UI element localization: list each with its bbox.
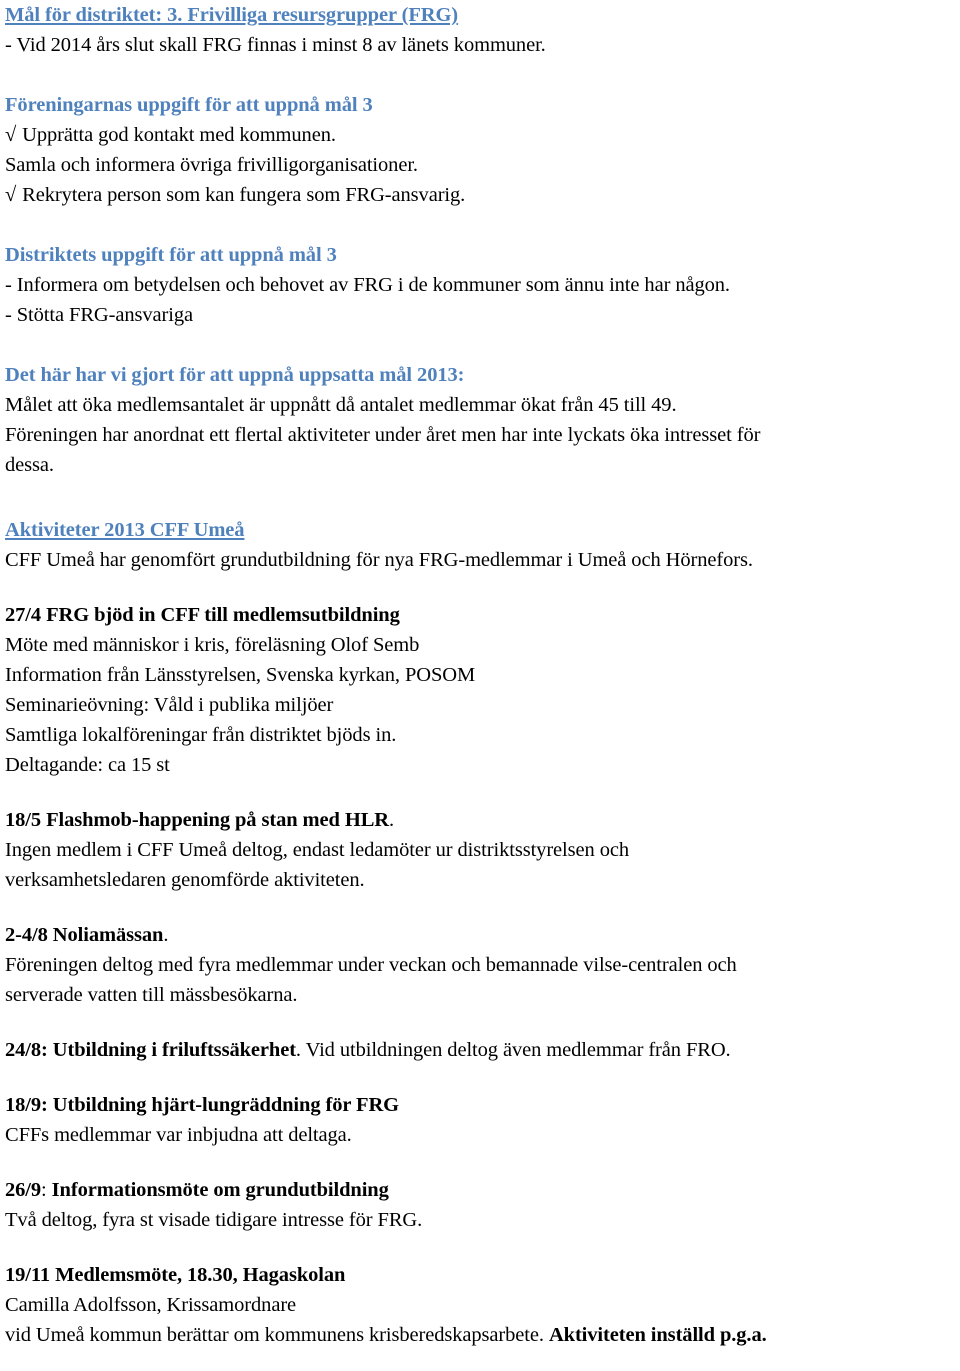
event-line: serverade vatten till mässbesökarna. — [5, 984, 298, 1006]
activities-heading: Aktiviteter 2013 CFF Umeå — [5, 519, 245, 541]
spacer — [5, 1150, 960, 1175]
spacer — [5, 1235, 960, 1260]
spacer — [5, 330, 960, 360]
event-title-colon: : — [41, 1179, 52, 1201]
event-line: Ingen medlem i CFF Umeå deltog, endast ledamöter ur distriktsstyrelsen och — [5, 839, 629, 861]
spacer — [5, 575, 960, 600]
spacer — [5, 1065, 960, 1090]
checkmark-icon: √ — [5, 184, 17, 206]
event-line — [5, 1320, 960, 1350]
event-title: 18/9: Utbildning hjärt-lungräddning för FRG — [5, 1094, 399, 1116]
event-line: Föreningen deltog med fyra medlemmar under veckan och bemannade vilse-centralen och — [5, 954, 737, 976]
event-title-text: Informationsmöte om grundutbildning — [51, 1179, 389, 1201]
event-title — [5, 1175, 960, 1205]
event-title-text: 2-4/8 Noliamässan — [5, 924, 164, 946]
event-line: Deltagande: ca 15 st — [5, 754, 170, 776]
done-line: Målet att öka medlemsantalet är uppnått då antalet medlemmar ökat från 45 till 49. — [5, 394, 677, 416]
spacer — [5, 60, 960, 90]
event-title-date: 26/9 — [5, 1179, 42, 1201]
event-title: 27/4 FRG bjöd in CFF till medlemsutbildning — [5, 604, 400, 626]
event-title-suffix: . Vid utbildningen deltog även medlemmar från FRO. — [295, 1039, 731, 1061]
association-task-item — [5, 180, 960, 210]
document-page — [5, 0, 960, 1350]
event-title-suffix: . — [163, 924, 169, 946]
association-task-item-text: Upprätta god kontakt med kommunen. — [22, 124, 336, 146]
event-line: Möte med människor i kris, föreläsning Olof Semb — [5, 634, 420, 656]
event-line: Information från Länsstyrelsen, Svenska kyrkan, POSOM — [5, 664, 476, 686]
goal-line: - Vid 2014 års slut skall FRG finnas i minst 8 av länets kommuner. — [5, 34, 546, 56]
spacer — [5, 780, 960, 805]
event-line: CFFs medlemmar var inbjudna att deltaga. — [5, 1124, 352, 1146]
done-line: Föreningen har anordnat ett flertal aktiviteter under året men har inte lyckats öka intresset för — [5, 424, 761, 446]
event-title — [5, 805, 960, 835]
event-title-suffix: . — [388, 809, 395, 831]
spacer — [5, 1010, 960, 1035]
association-task-item-text: Rekrytera person som kan fungera som FRG-ansvarig. — [22, 184, 466, 206]
district-task-line: - Informera om betydelsen och behovet av FRG i de kommuner som ännu inte har någon. — [5, 274, 730, 296]
association-task-item: Samla och informera övriga frivilligorganisationer. — [5, 154, 418, 176]
event-line: Seminarieövning: Våld i publika miljöer — [5, 694, 334, 716]
event-line: verksamhetsledaren genomförde aktiviteten. — [5, 869, 365, 891]
event-cancelled-notice: Aktiviteten inställd p.g.a. — [548, 1324, 767, 1346]
done-line: dessa. — [5, 454, 54, 476]
spacer — [5, 480, 960, 515]
event-title — [5, 1035, 960, 1065]
district-task-heading: Distriktets uppgift för att uppnå mål 3 — [5, 244, 337, 266]
event-title — [5, 920, 960, 950]
goal-heading: Mål för distriktet: 3. Frivilliga resursgrupper (FRG) — [5, 4, 459, 26]
spacer — [5, 895, 960, 920]
association-task-heading: Föreningarnas uppgift för att uppnå mål 3 — [5, 94, 373, 116]
spacer — [5, 210, 960, 240]
activities-intro: CFF Umeå har genomfört grundutbildning för nya FRG-medlemmar i Umeå och Hörnefors. — [5, 549, 753, 571]
event-line-text: vid Umeå kommun berättar om kommunens krisberedskapsarbete. — [5, 1324, 549, 1346]
event-line: Camilla Adolfsson, Krissamordnare — [5, 1294, 297, 1316]
association-task-item — [5, 120, 960, 150]
event-title: 19/11 Medlemsmöte, 18.30, Hagaskolan — [5, 1264, 346, 1286]
district-task-line: - Stötta FRG-ansvariga — [5, 304, 193, 326]
event-line: Samtliga lokalföreningar från distriktet bjöds in. — [5, 724, 397, 746]
event-title-text: 18/5 Flashmob-happening på stan med HLR — [5, 809, 389, 831]
event-line: Två deltog, fyra st visade tidigare intresse för FRG. — [5, 1209, 423, 1231]
checkmark-icon: √ — [5, 124, 17, 146]
done-heading: Det här har vi gjort för att uppnå uppsatta mål 2013: — [5, 364, 465, 386]
event-title-text: 24/8: Utbildning i friluftssäkerhet — [5, 1039, 296, 1061]
